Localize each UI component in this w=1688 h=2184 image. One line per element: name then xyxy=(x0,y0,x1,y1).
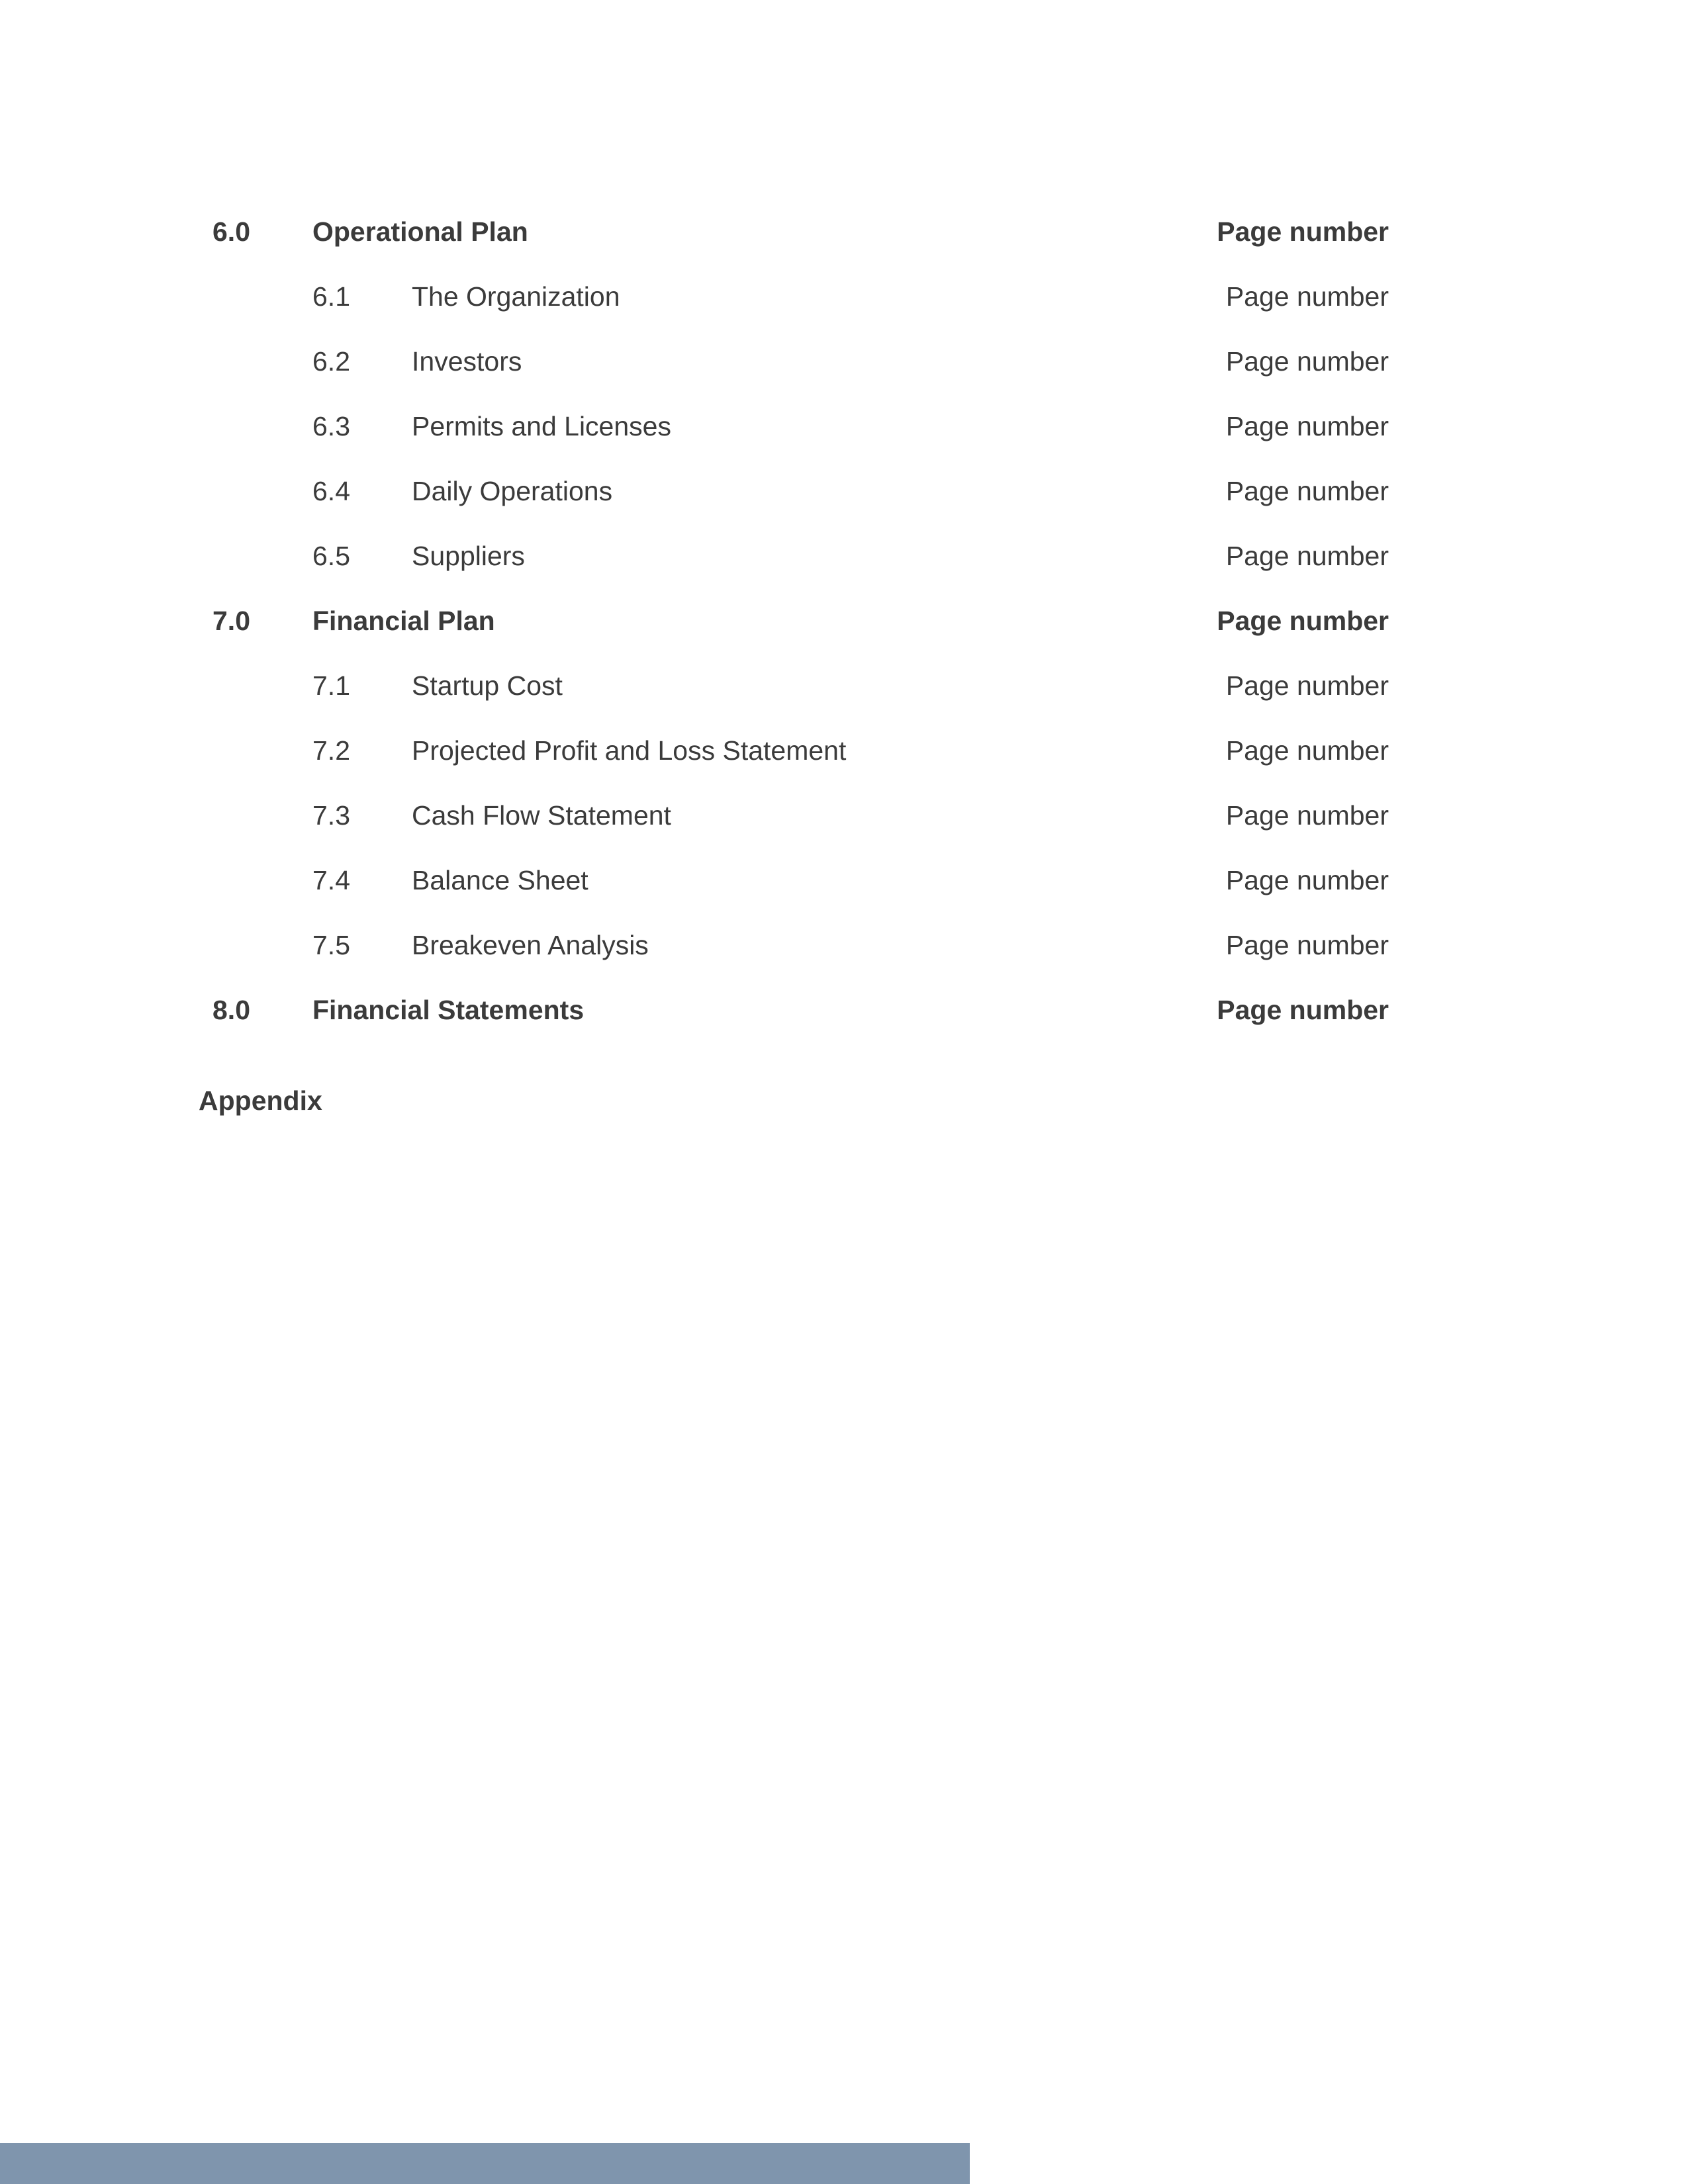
toc-entry-page: Page number xyxy=(1217,216,1389,247)
toc-entry-number: 6.0 xyxy=(212,216,250,247)
toc-entry-number: 8.0 xyxy=(212,995,250,1025)
toc-entry-6-0[interactable] xyxy=(0,205,1688,258)
toc-entry-7-1[interactable] xyxy=(0,659,1688,712)
toc-entry-7-2[interactable] xyxy=(0,724,1688,777)
toc-entry-title: Daily Operations xyxy=(412,476,613,506)
toc-entry-number: 7.0 xyxy=(212,606,250,636)
toc-entry-title: Suppliers xyxy=(412,541,525,571)
toc-entry-number: 7.4 xyxy=(312,865,350,895)
toc-entry-7-5[interactable] xyxy=(0,919,1688,972)
toc-entry-page: Page number xyxy=(1225,800,1389,831)
toc-entry-page: Page number xyxy=(1225,670,1389,701)
toc-entry-page: Page number xyxy=(1225,735,1389,766)
toc-entry-7-0[interactable] xyxy=(0,594,1688,647)
toc-entry-page: Page number xyxy=(1217,606,1389,636)
toc-entry-title: Financial Plan xyxy=(312,606,495,636)
toc-entry-6-4[interactable] xyxy=(0,465,1688,518)
toc-entry-number: 7.3 xyxy=(312,800,350,831)
toc-entry-title: Operational Plan xyxy=(312,216,528,247)
toc-entry-page: Page number xyxy=(1225,541,1389,571)
toc-entry-title: Financial Statements xyxy=(312,995,585,1025)
toc-entry-number: 7.2 xyxy=(312,735,350,766)
toc-entry-7-3[interactable] xyxy=(0,789,1688,842)
toc-entry-title: Startup Cost xyxy=(412,670,563,701)
toc-entry-number: 6.4 xyxy=(312,476,350,506)
toc-entry-page: Page number xyxy=(1225,476,1389,506)
toc-entry-title: Investors xyxy=(412,346,522,377)
toc-entry-page: Page number xyxy=(1217,995,1389,1025)
toc-entry-title: Projected Profit and Loss Statement xyxy=(412,735,847,766)
toc-entry-title: The Organization xyxy=(412,281,620,312)
toc-entry-number: 6.5 xyxy=(312,541,350,571)
toc-entry-page: Page number xyxy=(1225,346,1389,377)
toc-entry-6-1[interactable] xyxy=(0,270,1688,323)
toc-entry-6-2[interactable] xyxy=(0,335,1688,388)
footer-bar xyxy=(0,2143,970,2184)
toc-entry-page: Page number xyxy=(1225,411,1389,441)
toc-entry-page: Page number xyxy=(1225,281,1389,312)
toc-entry-number: 6.1 xyxy=(312,281,350,312)
toc-entry-7-4[interactable] xyxy=(0,854,1688,907)
toc-entry-number: 7.5 xyxy=(312,930,350,960)
toc-entry-title: Permits and Licenses xyxy=(412,411,671,441)
toc-entry-title: Breakeven Analysis xyxy=(412,930,649,960)
toc-entry-title: Cash Flow Statement xyxy=(412,800,671,831)
toc-entry-8-0[interactable] xyxy=(0,983,1688,1036)
toc-entry-page: Page number xyxy=(1225,865,1389,895)
toc-entry-page: Page number xyxy=(1225,930,1389,960)
toc-entry-6-5[interactable] xyxy=(0,529,1688,582)
toc-entry-number: 6.2 xyxy=(312,346,350,377)
toc-entry-title: Balance Sheet xyxy=(412,865,588,895)
toc-entry-number: 6.3 xyxy=(312,411,350,441)
appendix-heading[interactable]: Appendix xyxy=(199,1085,322,1116)
toc-entry-6-3[interactable] xyxy=(0,400,1688,453)
toc-entry-number: 7.1 xyxy=(312,670,350,701)
